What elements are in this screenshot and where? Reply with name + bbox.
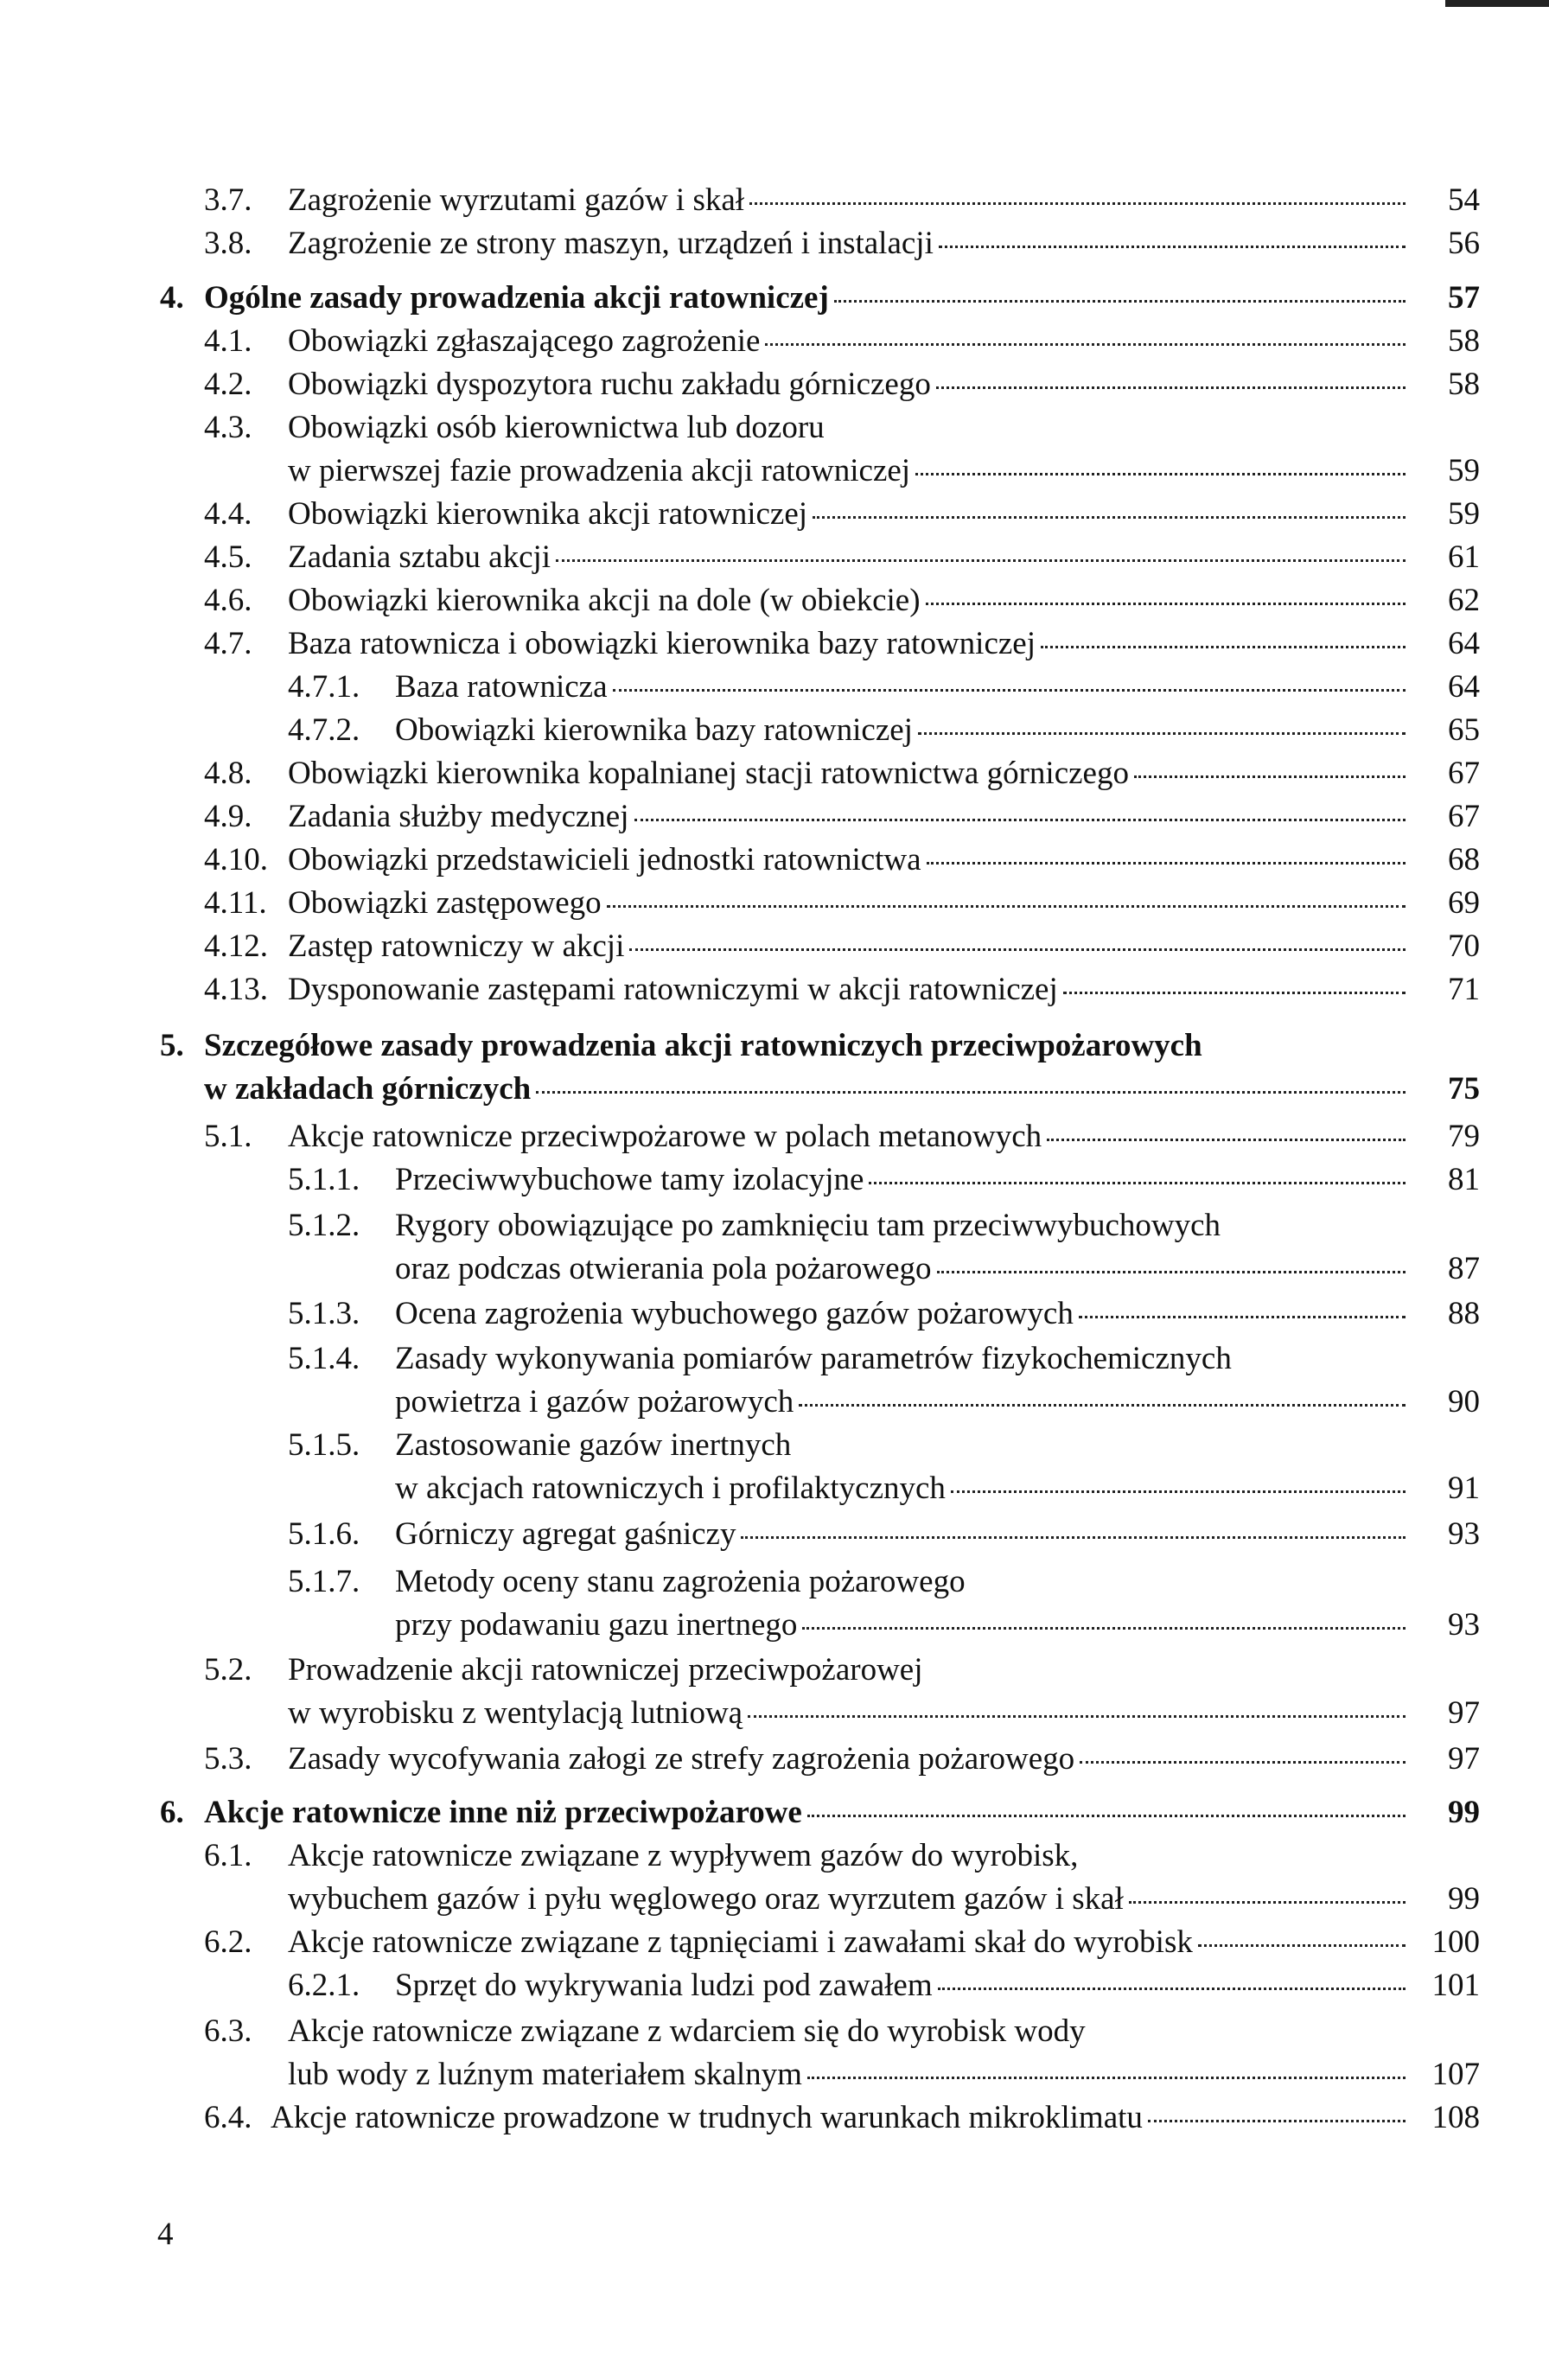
toc-entry xyxy=(204,795,1480,839)
toc-entry-page: 101 xyxy=(1431,1968,1480,2003)
toc-entry-page: 64 xyxy=(1448,669,1480,705)
toc-entry-number: 3.7. xyxy=(204,182,252,218)
toc-entry-number: 5.1.1. xyxy=(288,1162,360,1197)
toc-entry xyxy=(204,752,1480,795)
dot-leader xyxy=(915,472,1406,475)
toc-entry xyxy=(288,1292,1480,1336)
toc-entry xyxy=(204,406,1480,450)
dot-leader xyxy=(951,1490,1406,1493)
toc-entry-number: 6.2. xyxy=(204,1924,252,1960)
toc-entry-page: 58 xyxy=(1448,367,1480,402)
dot-leader xyxy=(536,1090,1406,1094)
toc-entry-number: 4.11. xyxy=(204,885,267,921)
toc-entry-number: 4.7.1. xyxy=(288,669,360,705)
toc-entry xyxy=(204,839,1480,882)
dot-leader xyxy=(938,1987,1406,1990)
toc-entry-title: Akcje ratownicze przeciwpożarowe w polach metanowych xyxy=(288,1119,1042,1154)
dot-leader xyxy=(741,1535,1406,1539)
toc-entry-title: Obowiązki osób kierownictwa lub dozoru xyxy=(288,410,825,445)
toc-entry xyxy=(204,1834,1480,1878)
toc-entry-title: Akcje ratownicze prowadzone w trudnych warunkach mikroklimatu xyxy=(271,2100,1143,2135)
toc-entry-page: 62 xyxy=(1448,583,1480,618)
toc-entry-page: 90 xyxy=(1448,1384,1480,1420)
dot-leader xyxy=(927,861,1406,865)
dot-leader xyxy=(936,386,1406,389)
dot-leader xyxy=(629,948,1406,951)
dot-leader xyxy=(1041,645,1406,648)
toc-entry-title: Zastęp ratowniczy w akcji xyxy=(288,928,625,964)
toc-entry xyxy=(204,968,1480,1011)
toc-entry xyxy=(204,579,1480,622)
toc-entry-page: 87 xyxy=(1448,1251,1480,1286)
toc-entry-title: Dysponowanie zastępami ratowniczymi w akcji ratowniczej xyxy=(288,972,1058,1007)
toc-entry xyxy=(160,1791,1480,1834)
toc-entry-page: 67 xyxy=(1448,756,1480,791)
toc-entry xyxy=(160,277,1480,320)
toc-entry-title: Obowiązki kierownika akcji na dole (w obiekcie) xyxy=(288,583,921,618)
toc-entry-page: 59 xyxy=(1448,496,1480,532)
toc-entry-title: Zasady wycofywania załogi ze strefy zagrożenia pożarowego xyxy=(288,1741,1075,1777)
toc-entry xyxy=(204,320,1480,363)
dot-leader xyxy=(1198,1943,1406,1947)
page-number: 4 xyxy=(157,2217,174,2252)
toc-entry-title: w wyrobisku z wentylacją lutniową xyxy=(288,1695,743,1731)
toc-entry-title: Sprzęt do wykrywania ludzi pod zawałem xyxy=(395,1968,933,2003)
toc-entry-number: 4.1. xyxy=(204,323,252,359)
toc-entry-number: 4.5. xyxy=(204,539,252,575)
toc-entry-page: 61 xyxy=(1448,539,1480,575)
dot-leader xyxy=(802,1626,1406,1630)
dot-leader xyxy=(869,1181,1406,1184)
toc-entry xyxy=(204,2053,1480,2096)
toc-entry-title: w akcjach ratowniczych i profilaktycznych xyxy=(395,1471,946,1506)
toc-entry xyxy=(160,1068,1480,1111)
toc-entry xyxy=(204,1649,1480,1692)
dot-leader xyxy=(607,904,1406,908)
toc-entry xyxy=(204,622,1480,666)
dot-leader xyxy=(799,1403,1406,1407)
dot-leader xyxy=(1080,1760,1406,1764)
toc-entry-number: 5.1.3. xyxy=(288,1296,360,1331)
toc-entry-title: Akcje ratownicze inne niż przeciwpożarowe xyxy=(204,1795,802,1830)
toc-entry-number: 4.9. xyxy=(204,799,252,834)
toc-entry xyxy=(288,709,1480,752)
toc-entry-page: 65 xyxy=(1448,712,1480,748)
toc-entry-number: 4.7. xyxy=(204,626,252,661)
toc-entry-number: 5.2. xyxy=(204,1652,252,1688)
toc-entry-page: 88 xyxy=(1448,1296,1480,1331)
toc-entry xyxy=(288,1560,1480,1604)
dot-leader xyxy=(1063,991,1406,994)
toc-entry-number: 5.1.2. xyxy=(288,1208,360,1243)
toc-entry-page: 67 xyxy=(1448,799,1480,834)
toc-entry xyxy=(204,1692,1480,1735)
dot-leader xyxy=(1079,1315,1406,1318)
toc-entry-title: wybuchem gazów i pyłu węglowego oraz wyrzutem gazów i skał xyxy=(288,1881,1124,1917)
toc-entry-page: 108 xyxy=(1431,2100,1480,2135)
scan-edge-mark xyxy=(1445,0,1549,7)
toc-entry-page: 97 xyxy=(1448,1741,1480,1777)
toc-entry-page: 99 xyxy=(1448,1881,1480,1917)
toc-entry-page: 58 xyxy=(1448,323,1480,359)
toc-entry-title: Obowiązki kierownika bazy ratowniczej xyxy=(395,712,913,748)
toc-entry-page: 69 xyxy=(1448,885,1480,921)
toc-entry-title: Zasady wykonywania pomiarów parametrów fizykochemicznych xyxy=(395,1341,1232,1376)
dot-leader xyxy=(834,299,1406,303)
toc-entry-page: 71 xyxy=(1448,972,1480,1007)
toc-entry-title: Zadania sztabu akcji xyxy=(288,539,551,575)
dot-leader xyxy=(634,818,1406,821)
toc-entry-title: Akcje ratownicze związane z wypływem gazów do wyrobisk, xyxy=(288,1838,1079,1873)
toc-entry-title: Ogólne zasady prowadzenia akcji ratowniczej xyxy=(204,280,829,316)
toc-entry-number: 4.2. xyxy=(204,367,252,402)
toc-entry-title: Górniczy agregat gaśniczy xyxy=(395,1516,736,1552)
toc-entry-number: 5. xyxy=(160,1028,184,1063)
dot-leader xyxy=(926,602,1406,605)
toc-entry xyxy=(288,1247,1480,1291)
toc-entry-title: Baza ratownicza i obowiązki kierownika bazy ratowniczej xyxy=(288,626,1036,661)
toc-entry-number: 5.1.5. xyxy=(288,1427,360,1463)
toc-entry xyxy=(204,179,1480,222)
toc-entry-title: Obowiązki kierownika kopalnianej stacji ratownictwa górniczego xyxy=(288,756,1129,791)
toc-entry-number: 6.1. xyxy=(204,1838,252,1873)
toc-entry-page: 59 xyxy=(1448,453,1480,488)
toc-entry-title: Zastosowanie gazów inertnych xyxy=(395,1427,792,1463)
toc-entry xyxy=(288,1204,1480,1247)
toc-entry-title: oraz podczas otwierania pola pożarowego xyxy=(395,1251,932,1286)
dot-leader xyxy=(613,688,1406,692)
toc-entry xyxy=(204,536,1480,579)
toc-entry-title: Zagrożenie ze strony maszyn, urządzeń i instalacji xyxy=(288,226,934,261)
dot-leader xyxy=(556,558,1406,562)
toc-entry-page: 81 xyxy=(1448,1162,1480,1197)
toc-entry-number: 5.3. xyxy=(204,1741,252,1777)
dot-leader xyxy=(1134,775,1406,778)
toc-entry-number: 6.2.1. xyxy=(288,1968,360,2003)
toc-entry-page: 56 xyxy=(1448,226,1480,261)
toc-entry xyxy=(204,882,1480,925)
toc-entry-page: 97 xyxy=(1448,1695,1480,1731)
dot-leader xyxy=(1129,1900,1406,1904)
toc-entry-title: Prowadzenie akcji ratowniczej przeciwpożarowej xyxy=(288,1652,923,1688)
toc-entry-number: 6.3. xyxy=(204,2013,252,2049)
toc-entry xyxy=(204,1878,1480,1921)
toc-entry-page: 54 xyxy=(1448,182,1480,218)
toc-entry xyxy=(204,450,1480,493)
toc-entry xyxy=(204,1115,1480,1158)
toc-entry-page: 100 xyxy=(1431,1924,1480,1960)
toc-entry-number: 6. xyxy=(160,1795,184,1830)
dot-leader xyxy=(939,245,1406,248)
toc-entry-title: Zadania służby medycznej xyxy=(288,799,629,834)
toc-entry-number: 4.10. xyxy=(204,842,268,877)
toc-entry-page: 91 xyxy=(1448,1471,1480,1506)
toc-entry xyxy=(204,222,1480,265)
toc-entry-number: 5.1.4. xyxy=(288,1341,360,1376)
toc-entry-number: 5.1. xyxy=(204,1119,252,1154)
toc-entry-page: 64 xyxy=(1448,626,1480,661)
toc-entry-page: 75 xyxy=(1448,1071,1480,1107)
toc-entry xyxy=(204,363,1480,406)
toc-entry-title: Obowiązki przedstawicieli jednostki ratownictwa xyxy=(288,842,921,877)
toc-entry-page: 93 xyxy=(1448,1607,1480,1643)
toc-entry-title: Obowiązki zgłaszającego zagrożenie xyxy=(288,323,761,359)
toc-entry-title: Metody oceny stanu zagrożenia pożarowego xyxy=(395,1564,966,1599)
toc-entry-title: Akcje ratownicze związane z tąpnięciami i zawałami skał do wyrobisk xyxy=(288,1924,1193,1960)
toc-entry xyxy=(288,1424,1480,1467)
toc-entry-page: 99 xyxy=(1448,1795,1480,1830)
toc-entry-page: 68 xyxy=(1448,842,1480,877)
toc-entry-number: 6.4. xyxy=(204,2100,252,2135)
toc-entry xyxy=(204,2096,1480,2140)
toc-entry-title: Baza ratownicza xyxy=(395,669,608,705)
toc-entry xyxy=(288,1158,1480,1202)
toc-entry xyxy=(288,1467,1480,1510)
toc-entry xyxy=(204,1738,1480,1781)
toc-entry-title: Rygory obowiązujące po zamknięciu tam przeciwwybuchowych xyxy=(395,1208,1221,1243)
dot-leader xyxy=(1047,1138,1406,1141)
toc-entry-page: 57 xyxy=(1448,280,1480,316)
toc-entry-number: 4.3. xyxy=(204,410,252,445)
toc-entry xyxy=(160,1024,1480,1068)
toc-entry-number: 4.13. xyxy=(204,972,268,1007)
toc-entry xyxy=(288,1513,1480,1556)
dot-leader xyxy=(765,342,1406,346)
toc-entry xyxy=(204,2010,1480,2053)
toc-entry-number: 4. xyxy=(160,280,184,316)
toc-entry-title: Przeciwwybuchowe tamy izolacyjne xyxy=(395,1162,864,1197)
toc-entry xyxy=(204,925,1480,968)
toc-entry xyxy=(204,493,1480,536)
toc-entry-title: w zakładach górniczych xyxy=(204,1071,532,1107)
toc-entry xyxy=(288,1381,1480,1424)
toc-entry-title: Obowiązki kierownika akcji ratowniczej xyxy=(288,496,808,532)
toc-entry-title: Obowiązki zastępowego xyxy=(288,885,602,921)
toc-entry xyxy=(288,1337,1480,1381)
toc-entry-page: 70 xyxy=(1448,928,1480,964)
toc-entry xyxy=(204,1921,1480,1964)
dot-leader xyxy=(813,515,1406,519)
toc-entry-title: lub wody z luźnym materiałem skalnym xyxy=(288,2057,802,2092)
toc-entry-title: w pierwszej fazie prowadzenia akcji ratowniczej xyxy=(288,453,911,488)
dot-leader xyxy=(807,2076,1406,2079)
toc-entry-number: 4.12. xyxy=(204,928,268,964)
toc-entry xyxy=(288,1964,1480,2007)
toc-entry-title: Ocena zagrożenia wybuchowego gazów pożarowych xyxy=(395,1296,1074,1331)
toc-entry-number: 5.1.6. xyxy=(288,1516,360,1552)
toc-entry-number: 4.4. xyxy=(204,496,252,532)
toc-entry-number: 5.1.7. xyxy=(288,1564,360,1599)
toc-entry-page: 93 xyxy=(1448,1516,1480,1552)
toc-entry-page: 79 xyxy=(1448,1119,1480,1154)
toc-entry-number: 4.6. xyxy=(204,583,252,618)
dot-leader xyxy=(937,1270,1406,1273)
toc-entry-number: 4.7.2. xyxy=(288,712,360,748)
toc-entry-title: Szczegółowe zasady prowadzenia akcji ratowniczych przeciwpożarowych xyxy=(204,1028,1202,1063)
dot-leader xyxy=(749,201,1406,205)
toc-entry-title: Akcje ratownicze związane z wdarciem się do wyrobisk wody xyxy=(288,2013,1086,2049)
toc-entry-title: powietrza i gazów pożarowych xyxy=(395,1384,794,1420)
toc-entry-number: 3.8. xyxy=(204,226,252,261)
toc-entry-number: 4.8. xyxy=(204,756,252,791)
toc-entry xyxy=(288,1604,1480,1647)
dot-leader xyxy=(1148,2119,1406,2122)
dot-leader xyxy=(807,1814,1406,1817)
toc-entry-title: Zagrożenie wyrzutami gazów i skał xyxy=(288,182,745,218)
toc-entry-title: Obowiązki dyspozytora ruchu zakładu górniczego xyxy=(288,367,931,402)
toc-entry-title: przy podawaniu gazu inertnego xyxy=(395,1607,798,1643)
dot-leader xyxy=(918,731,1406,735)
toc-entry xyxy=(288,666,1480,709)
dot-leader xyxy=(748,1714,1406,1718)
toc-entry-page: 107 xyxy=(1431,2057,1480,2092)
